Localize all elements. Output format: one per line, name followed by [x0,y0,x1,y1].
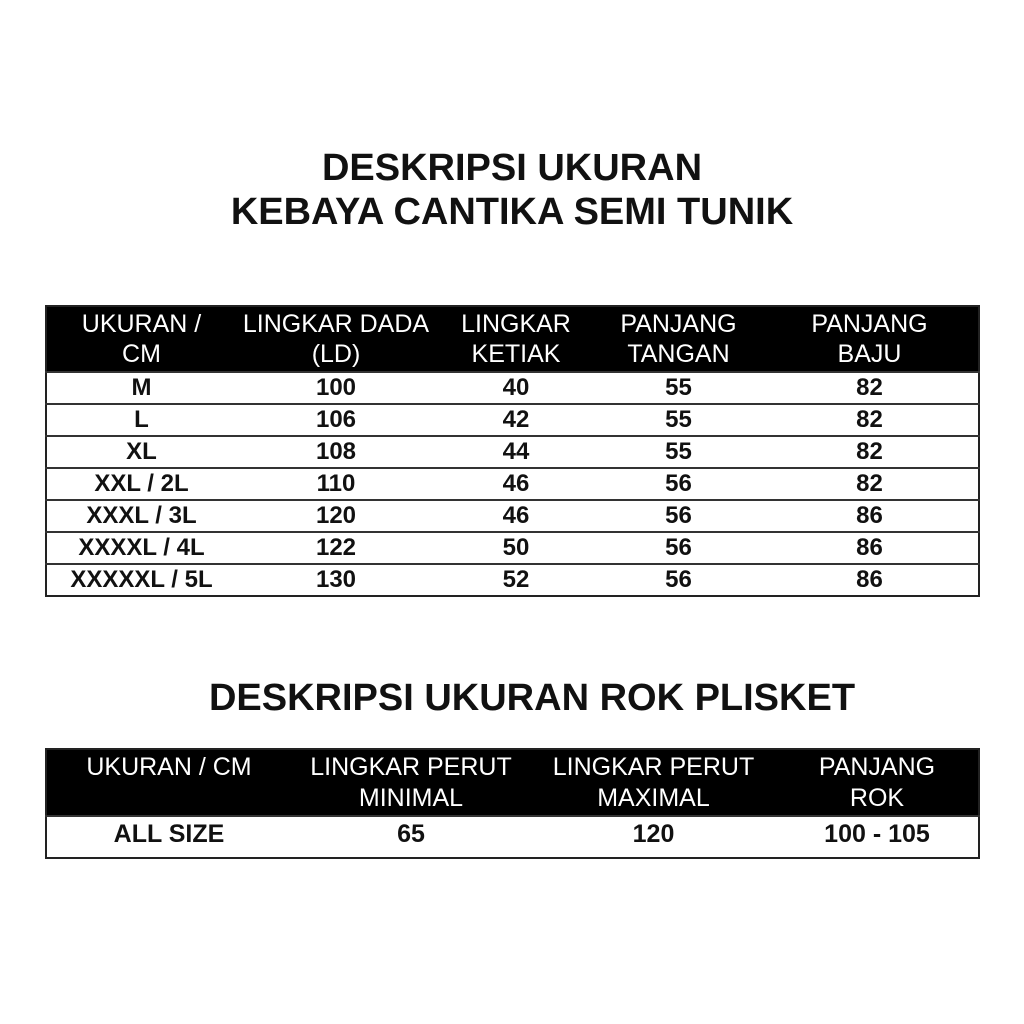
table-row [46,532,979,564]
cell-sleeve: 56 [596,532,761,564]
cell-size: XXXL / 3L [46,500,236,532]
cell-chest: 110 [236,468,436,500]
kebaya-size-title [0,146,1024,234]
cell-waist-min: 65 [291,816,531,858]
header-garment-length: PANJANG BAJU [761,306,979,372]
cell-chest: 108 [236,436,436,468]
cell-chest: 106 [236,404,436,436]
table-header-row [46,749,979,816]
table-row [46,564,979,596]
cell-sleeve: 55 [596,404,761,436]
cell-size: L [46,404,236,436]
cell-sleeve: 55 [596,372,761,404]
skirt-size-title: DESKRIPSI UKURAN ROK PLISKET [208,677,856,719]
header-waist-max: LINGKAR PERUT MAXIMAL [531,749,776,816]
table-header-row [46,306,979,372]
cell-sleeve: 55 [596,436,761,468]
cell-length: 86 [761,564,979,596]
header-armpit: LINGKAR KETIAK [436,306,596,372]
cell-armpit: 50 [436,532,596,564]
table-row [46,468,979,500]
header-skirt-length: PANJANG ROK [776,749,979,816]
cell-length: 82 [761,404,979,436]
cell-chest: 122 [236,532,436,564]
header-waist-min: LINGKAR PERUT MINIMAL [291,749,531,816]
cell-size: M [46,372,236,404]
cell-size: XXXXL / 4L [46,532,236,564]
cell-size: XL [46,436,236,468]
cell-armpit: 44 [436,436,596,468]
header-chest: LINGKAR DADA (LD) [236,306,436,372]
table-row [46,404,979,436]
cell-length: 82 [761,372,979,404]
cell-skirt-length: 100 - 105 [776,816,979,858]
title-line-1: DESKRIPSI UKURAN [321,147,703,189]
cell-length: 82 [761,436,979,468]
cell-length: 86 [761,532,979,564]
cell-length: 86 [761,500,979,532]
cell-size: ALL SIZE [46,816,291,858]
table-row [46,372,979,404]
cell-armpit: 42 [436,404,596,436]
cell-armpit: 40 [436,372,596,404]
cell-armpit: 46 [436,468,596,500]
cell-size: XXXXXL / 5L [46,564,236,596]
table-row [46,816,979,858]
cell-sleeve: 56 [596,500,761,532]
cell-size: XXL / 2L [46,468,236,500]
header-size: UKURAN / CM [46,749,291,816]
table-row [46,500,979,532]
cell-chest: 130 [236,564,436,596]
header-size: UKURAN / CM [46,306,236,372]
cell-chest: 100 [236,372,436,404]
cell-sleeve: 56 [596,468,761,500]
cell-armpit: 46 [436,500,596,532]
skirt-size-table [45,748,980,859]
table-row [46,436,979,468]
kebaya-size-table [45,305,980,597]
cell-length: 82 [761,468,979,500]
cell-waist-max: 120 [531,816,776,858]
header-sleeve-length: PANJANG TANGAN [596,306,761,372]
title-line-2: KEBAYA CANTIKA SEMI TUNIK [230,191,794,233]
cell-sleeve: 56 [596,564,761,596]
cell-chest: 120 [236,500,436,532]
cell-armpit: 52 [436,564,596,596]
